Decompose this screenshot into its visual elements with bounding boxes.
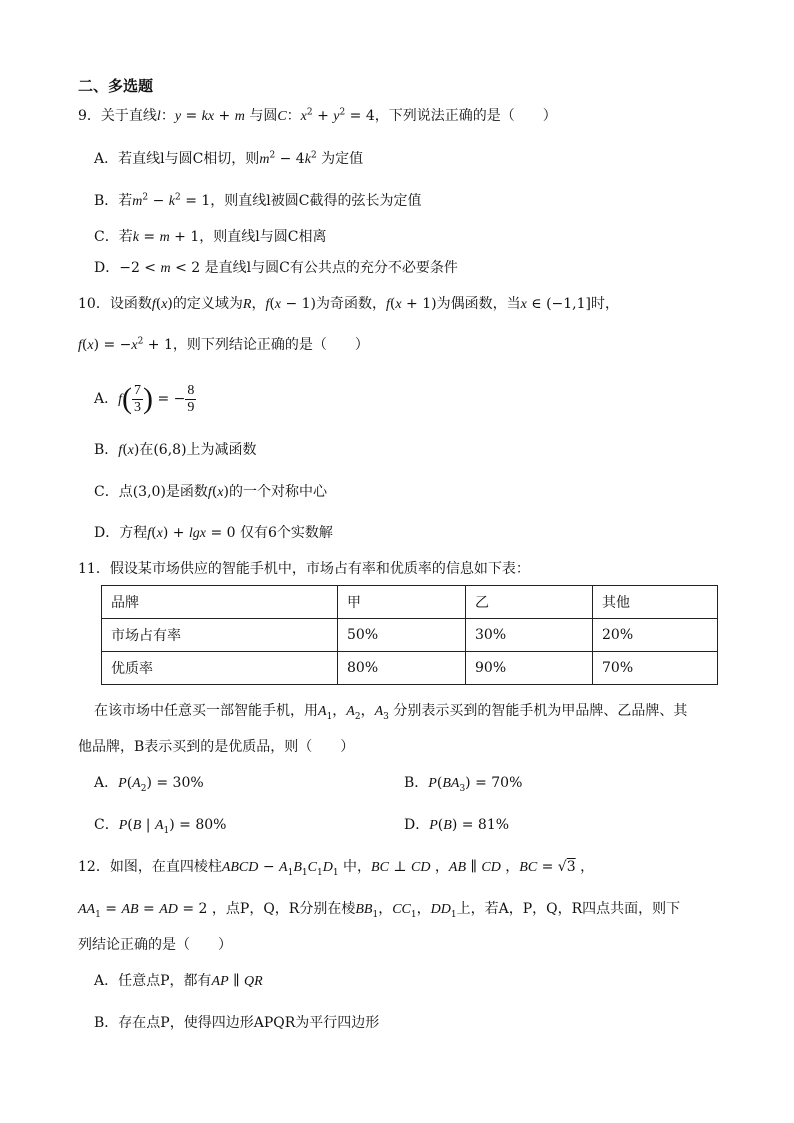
question-11-desc-line2: 他品牌，B表示买到的是优质品，则（ ）: [78, 739, 355, 755]
question-11-desc-line1: 在该市场中任意买一部智能手机，用$A_1$，$A_2$，$A_3$ 分别表示买到的智能手机为甲品牌、乙品牌、其: [94, 703, 688, 722]
table-cell: 80%: [338, 652, 466, 685]
question-11-option-b: B．$P(BA_3) = 70\%$: [404, 775, 523, 794]
table-row: [102, 652, 718, 685]
table-row: [102, 619, 718, 652]
question-9-option-a: A．若直线l与圆C相切，则$m^2 - 4k^2$ 为定值: [94, 150, 364, 167]
table-cell: 50%: [338, 619, 466, 652]
question-12-option-b: B．存在点P，使得四边形APQR为平行四边形: [94, 1015, 380, 1031]
table-cell: 其他: [593, 586, 718, 619]
question-10-option-d: D．方程f(x) + lgx = 0 仅有6个实数解: [94, 525, 333, 541]
question-10-option-b: B．f(x)在(6,8)上为减函数: [94, 442, 257, 458]
question-11-option-a: A．$P(A_2) = 30\%$: [94, 775, 204, 794]
question-9-stem: 9．关于直线l：y = kx + m 与圆C：$x^2 + y^2 = 4$，下列说法正确的是（ ）: [78, 107, 557, 124]
question-10-stem-line2: $f(x) = -x^2 + 1$，则下列结论正确的是（ ）: [78, 336, 369, 353]
table-cell: 20%: [593, 619, 718, 652]
market-table: [101, 585, 718, 685]
question-9-option-d: D．−2 < m < 2 是直线l与圆C有公共点的充分不必要条件: [94, 260, 458, 276]
table-cell: 甲: [338, 586, 466, 619]
question-12-option-a: A．任意点P，都有AP ∥ QR: [94, 973, 263, 989]
question-12-stem-line2: $AA_1$ = AB = AD = 2 ，点P，Q，R分别在棱$BB_1$，$CC_1$，$DD_1$上，若A，P，Q，R四点共面，则下: [78, 901, 681, 920]
question-11-option-c: C．P(B | $A_1) = 80\%$: [94, 817, 227, 836]
question-9-option-c: C．若k = m + 1，则直线l与圆C相离: [94, 229, 327, 245]
question-9-option-b: B．若$m^2 - k^2 = 1$，则直线l被圆C截得的弦长为定值: [94, 192, 422, 209]
question-10-stem-line1: 10．设函数f(x)的定义域为R，f(x − 1)为奇函数，f(x + 1)为偶函数，当x ∈ (−1,1]时，: [78, 296, 619, 312]
question-11-stem: 11．假设某市场供应的智能手机中，市场占有率和优质率的信息如下表：: [78, 561, 530, 577]
table-cell: 市场占有率: [102, 619, 338, 652]
question-10-option-c: C．点(3,0)是函数f(x)的一个对称中心: [94, 484, 327, 500]
table-cell: 30%: [466, 619, 593, 652]
table-header-row: [102, 586, 718, 619]
table-cell: 70%: [593, 652, 718, 685]
table-cell: 优质率: [102, 652, 338, 685]
question-12-stem-line1: 12．如图，在直四棱柱ABCD − $A_1B_1C_1D_1$ 中，BC ⊥ CD ，AB ∥ CD ，BC = √3 ，: [78, 859, 595, 878]
table-cell: 品牌: [102, 586, 338, 619]
question-12-stem-line3: 列结论正确的是（ ）: [78, 937, 232, 953]
section-title: 二、多选题: [78, 77, 154, 95]
question-11-option-d: D．P(B) = 81%: [404, 817, 510, 833]
table-cell: 乙: [466, 586, 593, 619]
table-cell: 90%: [466, 652, 593, 685]
question-10-option-a: A．f( $\frac{7}{3}$ ) = − $\frac{8}{9}$: [94, 382, 195, 415]
